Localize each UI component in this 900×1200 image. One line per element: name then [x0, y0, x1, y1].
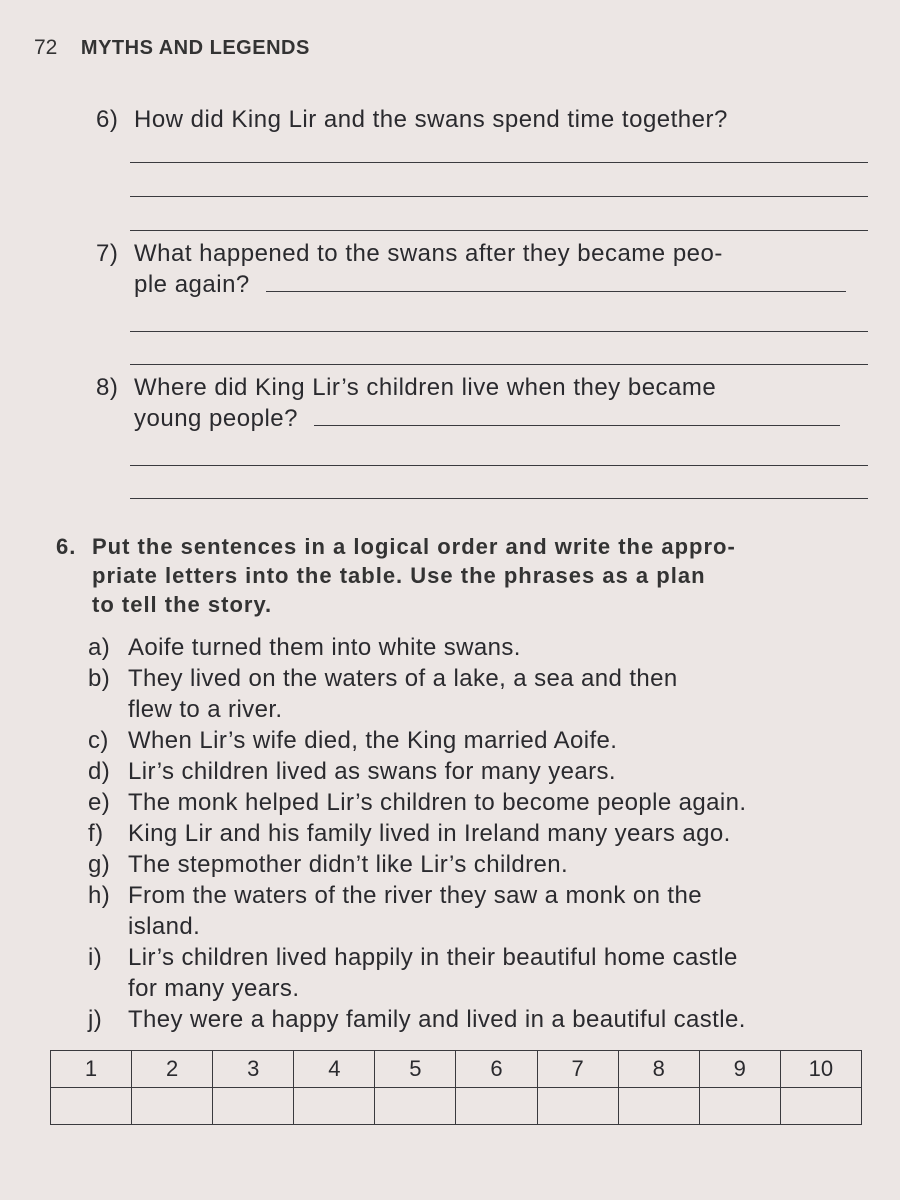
table-header-cell: 6	[456, 1051, 537, 1088]
question-text: How did King Lir and the swans spend time together?	[134, 106, 728, 133]
question-number: 8)	[96, 374, 119, 401]
task-number: 6.	[56, 534, 77, 559]
task-text-cont: to tell the story.	[92, 592, 273, 617]
task-text-cont: priate letters into the table. Use the phrases as a plan	[92, 563, 706, 588]
table-header-cell: 7	[537, 1051, 618, 1088]
answer-table	[50, 1050, 862, 1125]
list-item: f) King Lir and his family lived in Ireland many years ago.	[88, 820, 731, 847]
question-text-cont: young people?	[134, 405, 298, 432]
table-header-cell: 9	[699, 1051, 780, 1088]
question-6	[96, 104, 870, 135]
question-text: What happened to the swans after they became peo-	[134, 240, 723, 267]
section-title: MYTHS AND LEGENDS	[80, 37, 310, 59]
list-item: b) They lived on the waters of a lake, a sea and then flew to a river.	[88, 665, 678, 723]
question-8	[96, 372, 870, 434]
page-number: 72	[34, 36, 58, 59]
table-header-cell: 4	[294, 1051, 375, 1088]
list-item: i) Lir’s children lived happily in their beautiful home castle for many years.	[88, 944, 738, 1002]
table-header-cell: 5	[375, 1051, 456, 1088]
answer-cell[interactable]	[213, 1088, 294, 1125]
question-text-cont: ple again?	[134, 271, 250, 298]
list-item: e) The monk helped Lir’s children to become people again.	[88, 789, 747, 816]
answer-line[interactable]	[130, 162, 868, 163]
page-header	[34, 36, 310, 60]
table-header-cell: 8	[618, 1051, 699, 1088]
question-7	[96, 238, 870, 300]
answer-line[interactable]	[130, 364, 868, 365]
table-header-cell: 2	[132, 1051, 213, 1088]
answer-line[interactable]	[130, 498, 868, 499]
answer-line[interactable]	[314, 424, 840, 426]
list-item: d) Lir’s children lived as swans for many years.	[88, 758, 616, 785]
answer-cell[interactable]	[699, 1088, 780, 1125]
answer-cell[interactable]	[456, 1088, 537, 1125]
table-header-cell: 10	[780, 1051, 861, 1088]
answer-cell[interactable]	[618, 1088, 699, 1125]
answer-line[interactable]	[130, 465, 868, 466]
table-header-row	[51, 1051, 862, 1088]
answer-line[interactable]	[266, 290, 846, 292]
answer-cell[interactable]	[132, 1088, 213, 1125]
answer-cell[interactable]	[537, 1088, 618, 1125]
sentence-list	[88, 632, 866, 1035]
question-text: Where did King Lir’s children live when they became	[134, 374, 717, 401]
answer-cell[interactable]	[51, 1088, 132, 1125]
list-item: a) Aoife turned them into white swans.	[88, 634, 521, 661]
answer-cell[interactable]	[294, 1088, 375, 1125]
answer-line[interactable]	[130, 230, 868, 231]
list-item: j) They were a happy family and lived in a beautiful castle.	[88, 1006, 746, 1033]
answer-cell[interactable]	[375, 1088, 456, 1125]
list-item: g) The stepmother didn’t like Lir’s children.	[88, 851, 569, 878]
table-header-cell: 1	[51, 1051, 132, 1088]
list-item: h) From the waters of the river they saw a monk on the island.	[88, 882, 702, 940]
table-answer-row	[51, 1088, 862, 1125]
task-6-instructions	[56, 532, 870, 619]
list-item: c) When Lir’s wife died, the King married Aoife.	[88, 727, 618, 754]
question-number: 6)	[96, 106, 119, 133]
answer-cell[interactable]	[780, 1088, 861, 1125]
task-text: Put the sentences in a logical order and write the appro-	[92, 534, 736, 559]
answer-line[interactable]	[130, 196, 868, 197]
table-header-cell: 3	[213, 1051, 294, 1088]
answer-line[interactable]	[130, 331, 868, 332]
question-number: 7)	[96, 240, 119, 267]
